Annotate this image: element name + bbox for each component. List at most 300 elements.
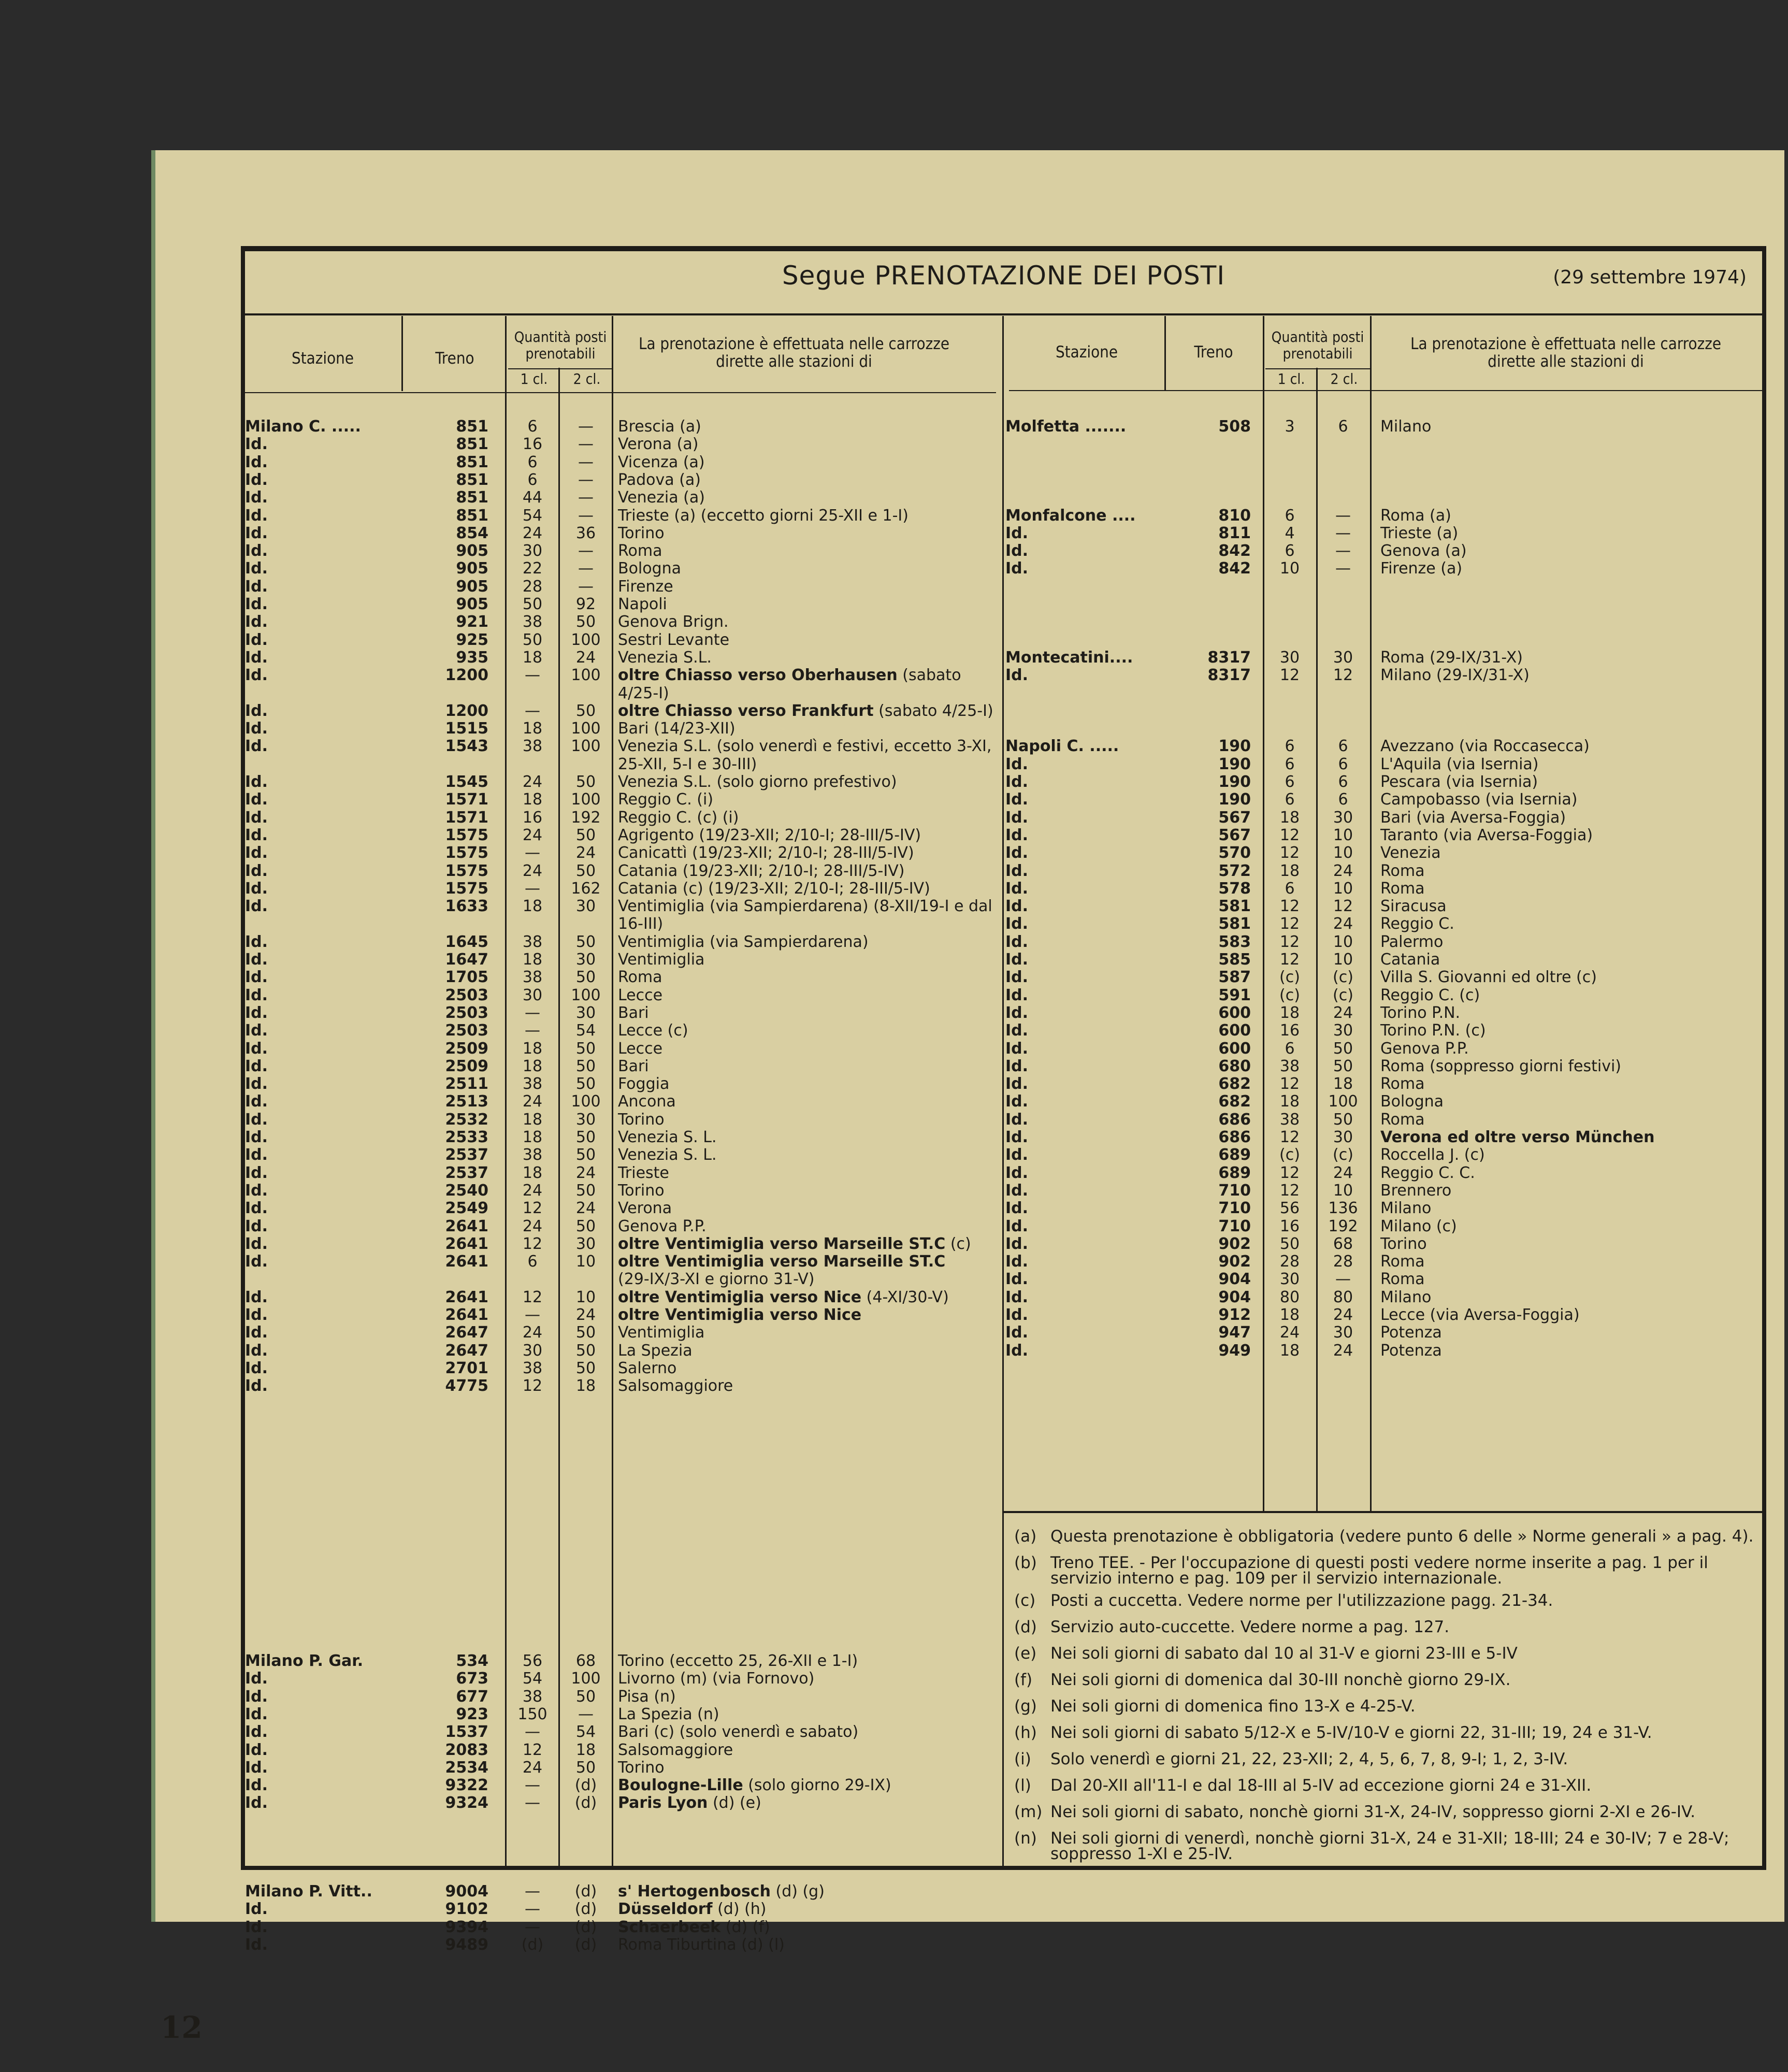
table-row [1002, 951, 1764, 969]
destination-main: Padova (a) [618, 470, 701, 489]
table-row [1002, 1058, 1764, 1075]
destination [1380, 542, 1467, 560]
destination-main: Bari (via Aversa-Foggia) [1380, 808, 1566, 827]
seats-1st-class: 18 [522, 720, 543, 738]
destination-main: Salsomaggiore [618, 1740, 733, 1759]
footnote-text: Nei soli giorni di venerdì, nonchè giorni 31-X, 24 e 31-XII; 18-III; 24 e 30-IV; 7 e 28-V; [1050, 1829, 1729, 1848]
seats-2nd-class: 24 [1333, 1306, 1353, 1324]
seats-1st-class: 12 [1279, 951, 1300, 969]
seats-1st-class: — [525, 1021, 540, 1040]
destination [1380, 667, 1530, 684]
table-row [245, 1919, 996, 1936]
table-row [245, 987, 996, 1004]
seats-1st-class: 24 [522, 861, 543, 880]
destination-main: Roma [1380, 1075, 1425, 1093]
seats-1st-class: — [525, 1900, 540, 1919]
train-number: 190 [1218, 790, 1251, 809]
train-number: 583 [1218, 932, 1251, 951]
destination-main: Roccella J. (c) [1380, 1146, 1485, 1164]
seats-1st-class: 150 [517, 1705, 547, 1723]
station-name: Id. [245, 1918, 268, 1936]
footnote-key: (h) [1014, 1723, 1037, 1742]
train-number: 682 [1218, 1075, 1251, 1093]
footnote-key: (n) [1014, 1829, 1037, 1848]
seats-2nd-class: 100 [571, 1092, 601, 1111]
footnote-key: (e) [1014, 1644, 1037, 1663]
station-name: Id. [245, 1253, 268, 1271]
destination-main: Reggio C. (i) [618, 790, 714, 809]
seats-2nd-class: 30 [1333, 808, 1353, 827]
seats-1st-class: 30 [1279, 1270, 1300, 1289]
table-row [245, 791, 996, 809]
seats-1st-class: 18 [1279, 861, 1300, 880]
seats-1st-class: 12 [1279, 915, 1300, 933]
destination-main: Firenze (a) [1380, 559, 1463, 578]
col-header-cl1-left: 1 cl. [520, 370, 548, 387]
destination [618, 951, 704, 969]
station-name: Id. [245, 1377, 268, 1395]
seats-1st-class: 56 [522, 1652, 543, 1670]
destination [618, 471, 701, 489]
station-name: Id. [1005, 879, 1029, 898]
destination-main: Roma (a) [1380, 506, 1451, 525]
destination-main: Siracusa [1380, 897, 1447, 916]
col-header-quantita-left: Quantità posti prenotabili [514, 328, 607, 362]
destination [618, 1111, 665, 1129]
seats-2nd-class: 24 [575, 648, 596, 667]
destination [1380, 933, 1443, 951]
table-row [1002, 454, 1764, 471]
seats-2nd-class: — [578, 453, 594, 471]
train-number: 677 [456, 1687, 488, 1706]
station-name: Id. [1005, 1163, 1029, 1182]
seats-2nd-class: 10 [1333, 932, 1353, 951]
seats-1st-class: 24 [522, 1217, 543, 1235]
seats-2nd-class: — [1335, 559, 1351, 578]
seats-1st-class: 18 [1279, 808, 1300, 827]
station-name: Id. [245, 1021, 268, 1040]
table-row [1002, 596, 1764, 613]
destination-extra: (sabato [897, 666, 961, 685]
destination-extra: (d) (g) [770, 1882, 825, 1901]
seats-2nd-class: 50 [575, 1323, 596, 1342]
seats-2nd-class: 6 [1338, 418, 1348, 436]
seats-1st-class: 38 [522, 1075, 543, 1093]
destination-main: Lecce [618, 986, 663, 1004]
table-row [1002, 1342, 1764, 1360]
train-number: 673 [456, 1670, 488, 1688]
seats-1st-class: 12 [522, 1288, 543, 1306]
station-name: Id. [245, 1234, 268, 1253]
seats-1st-class: 38 [522, 932, 543, 951]
destination [618, 1289, 949, 1306]
seats-1st-class: 6 [1285, 879, 1295, 898]
destination-main: Roma [618, 968, 662, 987]
destination [618, 1777, 891, 1794]
destination [618, 1200, 672, 1217]
seats-1st-class: 56 [1279, 1199, 1300, 1218]
footnote-key: (l) [1014, 1776, 1031, 1795]
destination [618, 418, 701, 436]
station-name: Id. [245, 577, 268, 596]
seats-2nd-class: — [578, 577, 594, 596]
footnote-text-cont: soppresso 1-XI e 25-IV. [1050, 1845, 1233, 1863]
table-row [245, 1377, 996, 1395]
destination [1380, 1253, 1424, 1271]
table-row [1002, 471, 1764, 489]
table-row [1002, 1111, 1764, 1129]
train-number: 1200 [445, 666, 488, 685]
seats-1st-class: 30 [522, 1341, 543, 1360]
destination [618, 809, 739, 827]
seats-1st-class: (d) [521, 1935, 544, 1954]
train-number: 686 [1218, 1128, 1251, 1146]
station-name: Id. [245, 861, 268, 880]
station-name: Id. [1005, 755, 1029, 773]
station-name: Id. [245, 630, 268, 649]
table-row [245, 1182, 996, 1200]
seats-2nd-class: 24 [1333, 861, 1353, 880]
train-number: 585 [1218, 951, 1251, 969]
destination [618, 667, 961, 684]
station-name: Id. [245, 720, 268, 738]
seats-1st-class: — [525, 844, 540, 862]
station-name: Id. [1005, 1253, 1029, 1271]
seats-2nd-class: 28 [1333, 1253, 1353, 1271]
table-row [245, 1670, 996, 1688]
destination [618, 1342, 693, 1360]
table-row [245, 827, 996, 844]
train-number: 851 [456, 470, 488, 489]
seats-2nd-class: 24 [1333, 1003, 1353, 1022]
seats-2nd-class: 18 [1333, 1075, 1353, 1093]
train-number: 1571 [445, 808, 488, 827]
footnote-key: (b) [1014, 1553, 1037, 1572]
destination [618, 1794, 761, 1812]
destination [618, 1688, 676, 1706]
destination-extra: (d) (f) [720, 1918, 770, 1936]
destination-main: Milano (c) [1380, 1217, 1457, 1235]
table-row [1002, 1306, 1764, 1324]
table-row [245, 773, 996, 791]
footnote-text: Servizio auto-cuccette. Vedere norme a pag. 127. [1050, 1618, 1450, 1636]
destination [618, 880, 930, 898]
seats-2nd-class: 50 [575, 613, 596, 631]
table-row [245, 702, 996, 720]
station-name: Id. [245, 1003, 268, 1022]
destination-main: Venezia S. L. [618, 1128, 717, 1146]
table-row [245, 1218, 996, 1235]
train-number: 190 [1218, 755, 1251, 773]
destination-main: Taranto (via Aversa-Foggia) [1380, 826, 1593, 844]
table-row [245, 454, 996, 471]
table-row [1002, 756, 1764, 773]
station-name: Id. [1005, 1306, 1029, 1324]
table-row [1002, 1093, 1764, 1111]
seats-2nd-class: 100 [571, 630, 601, 649]
seats-1st-class: 50 [522, 630, 543, 649]
seats-1st-class: 6 [1285, 542, 1295, 560]
seats-2nd-class: 192 [571, 808, 601, 827]
footnote-text: Nei soli giorni di sabato dal 10 al 31-V e giorni 23-III e 5-IV [1050, 1644, 1518, 1663]
train-number: 1571 [445, 790, 488, 809]
seats-1st-class: 6 [1285, 790, 1295, 809]
edition-date: (29 settembre 1974) [1553, 267, 1747, 288]
table-row [1002, 1253, 1764, 1271]
destination-main: Venezia S. L. [618, 1146, 717, 1164]
table-row [245, 1093, 996, 1111]
destination [1380, 1129, 1654, 1146]
station-name: Id. [245, 701, 268, 720]
train-number: 578 [1218, 879, 1251, 898]
train-number: 923 [456, 1705, 488, 1723]
destination-main: Bari [618, 1003, 649, 1022]
destination-main: Livorno (m) (via Fornovo) [618, 1670, 815, 1688]
station-name: Id. [245, 808, 268, 827]
train-number: 935 [456, 648, 488, 667]
col-header-stazione-right: Stazione [1055, 343, 1118, 362]
destination-main: Bari (c) (solo venerdì e sabato) [618, 1723, 859, 1742]
destination-main: Milano [1380, 1288, 1432, 1306]
destination [618, 1022, 688, 1040]
table-row [1002, 489, 1764, 507]
seats-1st-class: (c) [1279, 986, 1300, 1004]
train-number: 912 [1218, 1306, 1251, 1324]
destination-main: Roma [1380, 861, 1425, 880]
seats-2nd-class: — [578, 488, 594, 507]
destination-main: Torino P.N. [1380, 1003, 1461, 1022]
seats-2nd-class: (d) [574, 1918, 597, 1936]
table-row [245, 1936, 996, 1954]
destination [1380, 1164, 1475, 1182]
destination [618, 1883, 825, 1901]
station-name: Id. [1005, 1110, 1029, 1129]
station-name: Id. [1005, 773, 1029, 791]
destination [1380, 1342, 1442, 1360]
destination-main: Roma [618, 542, 662, 560]
seats-2nd-class: 92 [575, 595, 596, 613]
train-number: 508 [1218, 418, 1251, 436]
table-row [245, 1723, 996, 1741]
station-name: Id. [245, 1794, 268, 1812]
destination-main: Trieste [618, 1163, 669, 1182]
seats-1st-class: 38 [522, 968, 543, 987]
table-row [245, 844, 996, 862]
table-row [245, 1652, 996, 1670]
table-row [245, 880, 996, 898]
station-name: Id. [245, 1092, 268, 1111]
seats-2nd-class: 6 [1338, 737, 1348, 756]
destination-main: Reggio C. C. [1380, 1163, 1475, 1182]
destination [618, 933, 869, 951]
seats-1st-class: 6 [527, 418, 538, 436]
seats-1st-class: — [525, 1776, 540, 1795]
station-name: Id. [1005, 932, 1029, 951]
seats-2nd-class: — [578, 470, 594, 489]
destination-main: oltre Ventimiglia verso Marseille ST.C [618, 1234, 946, 1253]
destination [618, 1759, 665, 1777]
destination [1380, 1146, 1485, 1164]
destination-main: (29-IX/3-XI e giorno 31-V) [618, 1270, 815, 1289]
vrule-left-1 [401, 316, 403, 391]
header-bottom-rule-left [245, 392, 996, 393]
station-name: Id. [1005, 861, 1029, 880]
seats-1st-class: 24 [522, 1758, 543, 1777]
table-row [245, 596, 996, 613]
footnote-key: (a) [1014, 1527, 1037, 1546]
station-name: Id. [245, 542, 268, 560]
seats-2nd-class: 50 [1333, 1039, 1353, 1058]
seats-2nd-class: (d) [574, 1882, 597, 1901]
footnote-key: (f) [1014, 1671, 1033, 1689]
train-number: 9004 [445, 1882, 488, 1901]
seats-1st-class: 18 [522, 790, 543, 809]
destination-main: Torino [618, 1758, 665, 1777]
header-bottom-rule-right [1009, 390, 1765, 391]
destination-main: La Spezia (n) [618, 1705, 719, 1723]
train-number: 2647 [445, 1323, 488, 1342]
seats-1st-class: 16 [1279, 1217, 1300, 1235]
footnote-text: Treno TEE. - Per l'occupazione di questi posti vedere norme inserite a pag. 1 per il [1050, 1553, 1708, 1572]
vrule-right-1 [1164, 316, 1166, 391]
station-name: Id. [245, 897, 268, 916]
table-row [1002, 1040, 1764, 1058]
table-row [245, 1129, 996, 1146]
station-name: Id. [245, 524, 268, 542]
train-number: 925 [456, 630, 488, 649]
col-header-stazione-left: Stazione [291, 349, 354, 368]
seats-2nd-class: 6 [1338, 755, 1348, 773]
destination [618, 1058, 649, 1075]
seats-1st-class: 12 [1279, 1075, 1300, 1093]
train-number: 2641 [445, 1253, 488, 1271]
table-frame [241, 246, 1766, 1954]
seats-2nd-class: 50 [575, 1057, 596, 1075]
seats-1st-class: — [525, 1882, 540, 1901]
train-number: 851 [456, 418, 488, 436]
train-number: 9322 [445, 1776, 488, 1795]
col-header-destinazione-right: La prenotazione è effettuata nelle carrozze dirette alle stazioni di [1410, 335, 1722, 371]
train-number: 581 [1218, 915, 1251, 933]
seats-2nd-class: 30 [1333, 1323, 1353, 1342]
station-name: Id. [1005, 1128, 1029, 1146]
seats-2nd-class: 6 [1338, 773, 1348, 791]
destination-extra: (d) (h) [712, 1900, 767, 1919]
table-row [1002, 436, 1764, 453]
destination-extra: (4-XI/30-V) [861, 1288, 949, 1306]
train-number: 854 [456, 524, 488, 542]
destination-main: Reggio C. (c) (i) [618, 808, 739, 827]
train-number: 905 [456, 577, 488, 596]
destination-main: Trieste (a) [1380, 524, 1459, 542]
train-number: 1200 [445, 701, 488, 720]
footnote-text: Questa prenotazione è obbligatoria (vedere punto 6 delle » Norme generali » a pag. 4). [1050, 1527, 1754, 1546]
seats-2nd-class: 18 [575, 1740, 596, 1759]
destination-main: 16-III) [618, 915, 664, 933]
train-number: 2534 [445, 1758, 488, 1777]
table-row [1002, 1235, 1764, 1253]
destination-main: 4/25-I) [618, 684, 669, 702]
destination [1380, 1004, 1460, 1022]
destination-main: Canicattì (19/23-XII; 2/10-I; 28-III/5-IV) [618, 844, 914, 862]
table-row [1002, 702, 1764, 720]
seats-2nd-class: 50 [575, 701, 596, 720]
destination [618, 578, 673, 596]
destination [618, 1324, 704, 1342]
train-number: 572 [1218, 861, 1251, 880]
destination-main: Catania (c) (19/23-XII; 2/10-I; 28-III/5-IV) [618, 879, 930, 898]
destination-main: oltre Ventimiglia verso Marseille ST.C [618, 1253, 946, 1271]
col-header-cl2-left: 2 cl. [573, 370, 601, 387]
seats-1st-class: — [525, 1918, 540, 1936]
seats-2nd-class: 30 [575, 1110, 596, 1129]
table-row [245, 862, 996, 880]
station-name: Id. [245, 613, 268, 631]
seats-2nd-class: 12 [1333, 897, 1353, 916]
destination [1380, 1200, 1431, 1217]
station-name: Monfalcone .... [1005, 506, 1136, 525]
train-number: 1575 [445, 861, 488, 880]
table-row [245, 1235, 996, 1253]
seats-1st-class: — [525, 879, 540, 898]
destination [1380, 649, 1523, 667]
destination [618, 1253, 945, 1271]
seats-2nd-class: 24 [575, 1163, 596, 1182]
table-row [245, 1200, 996, 1217]
seats-1st-class: 24 [522, 826, 543, 844]
train-number: 680 [1218, 1057, 1251, 1075]
table-row [245, 418, 996, 436]
seats-2nd-class: 54 [575, 1723, 596, 1742]
train-number: 842 [1218, 542, 1251, 560]
train-number: 600 [1218, 1039, 1251, 1058]
station-name: Id. [245, 1670, 268, 1688]
destination [1380, 1093, 1444, 1111]
footnote-key: (i) [1014, 1750, 1031, 1768]
train-number: 811 [1218, 524, 1251, 542]
seats-2nd-class: 30 [1333, 1021, 1353, 1040]
table-row [245, 1164, 996, 1182]
table-row [245, 1306, 996, 1324]
train-number: 2532 [445, 1110, 488, 1129]
footnote-key: (d) [1014, 1618, 1037, 1636]
seats-2nd-class: 68 [575, 1652, 596, 1670]
table-row [245, 1742, 996, 1759]
seats-1st-class: 54 [522, 506, 543, 525]
train-number: 2503 [445, 1003, 488, 1022]
seats-2nd-class: 30 [575, 1003, 596, 1022]
destination-main: Roma [1380, 879, 1425, 898]
destination [1380, 827, 1593, 844]
destination-main: s' Hertogenbosch [618, 1882, 771, 1901]
destination-main: Verona (a) [618, 435, 699, 454]
station-name: Id. [245, 1039, 268, 1058]
seats-1st-class: 18 [522, 1039, 543, 1058]
destination-main: Venezia [1380, 844, 1441, 862]
train-number: 710 [1218, 1181, 1251, 1200]
station-name: Id. [245, 1306, 268, 1324]
station-name: Id. [245, 790, 268, 809]
destination-main: Lecce (via Aversa-Foggia) [1380, 1306, 1580, 1324]
table-row [245, 685, 996, 702]
destination [1380, 1218, 1457, 1235]
seats-1st-class: 12 [1279, 897, 1300, 916]
table-row [1002, 1146, 1764, 1164]
destination [618, 738, 991, 755]
destination [1380, 791, 1577, 809]
destination [618, 507, 909, 525]
station-name: Id. [245, 506, 268, 525]
